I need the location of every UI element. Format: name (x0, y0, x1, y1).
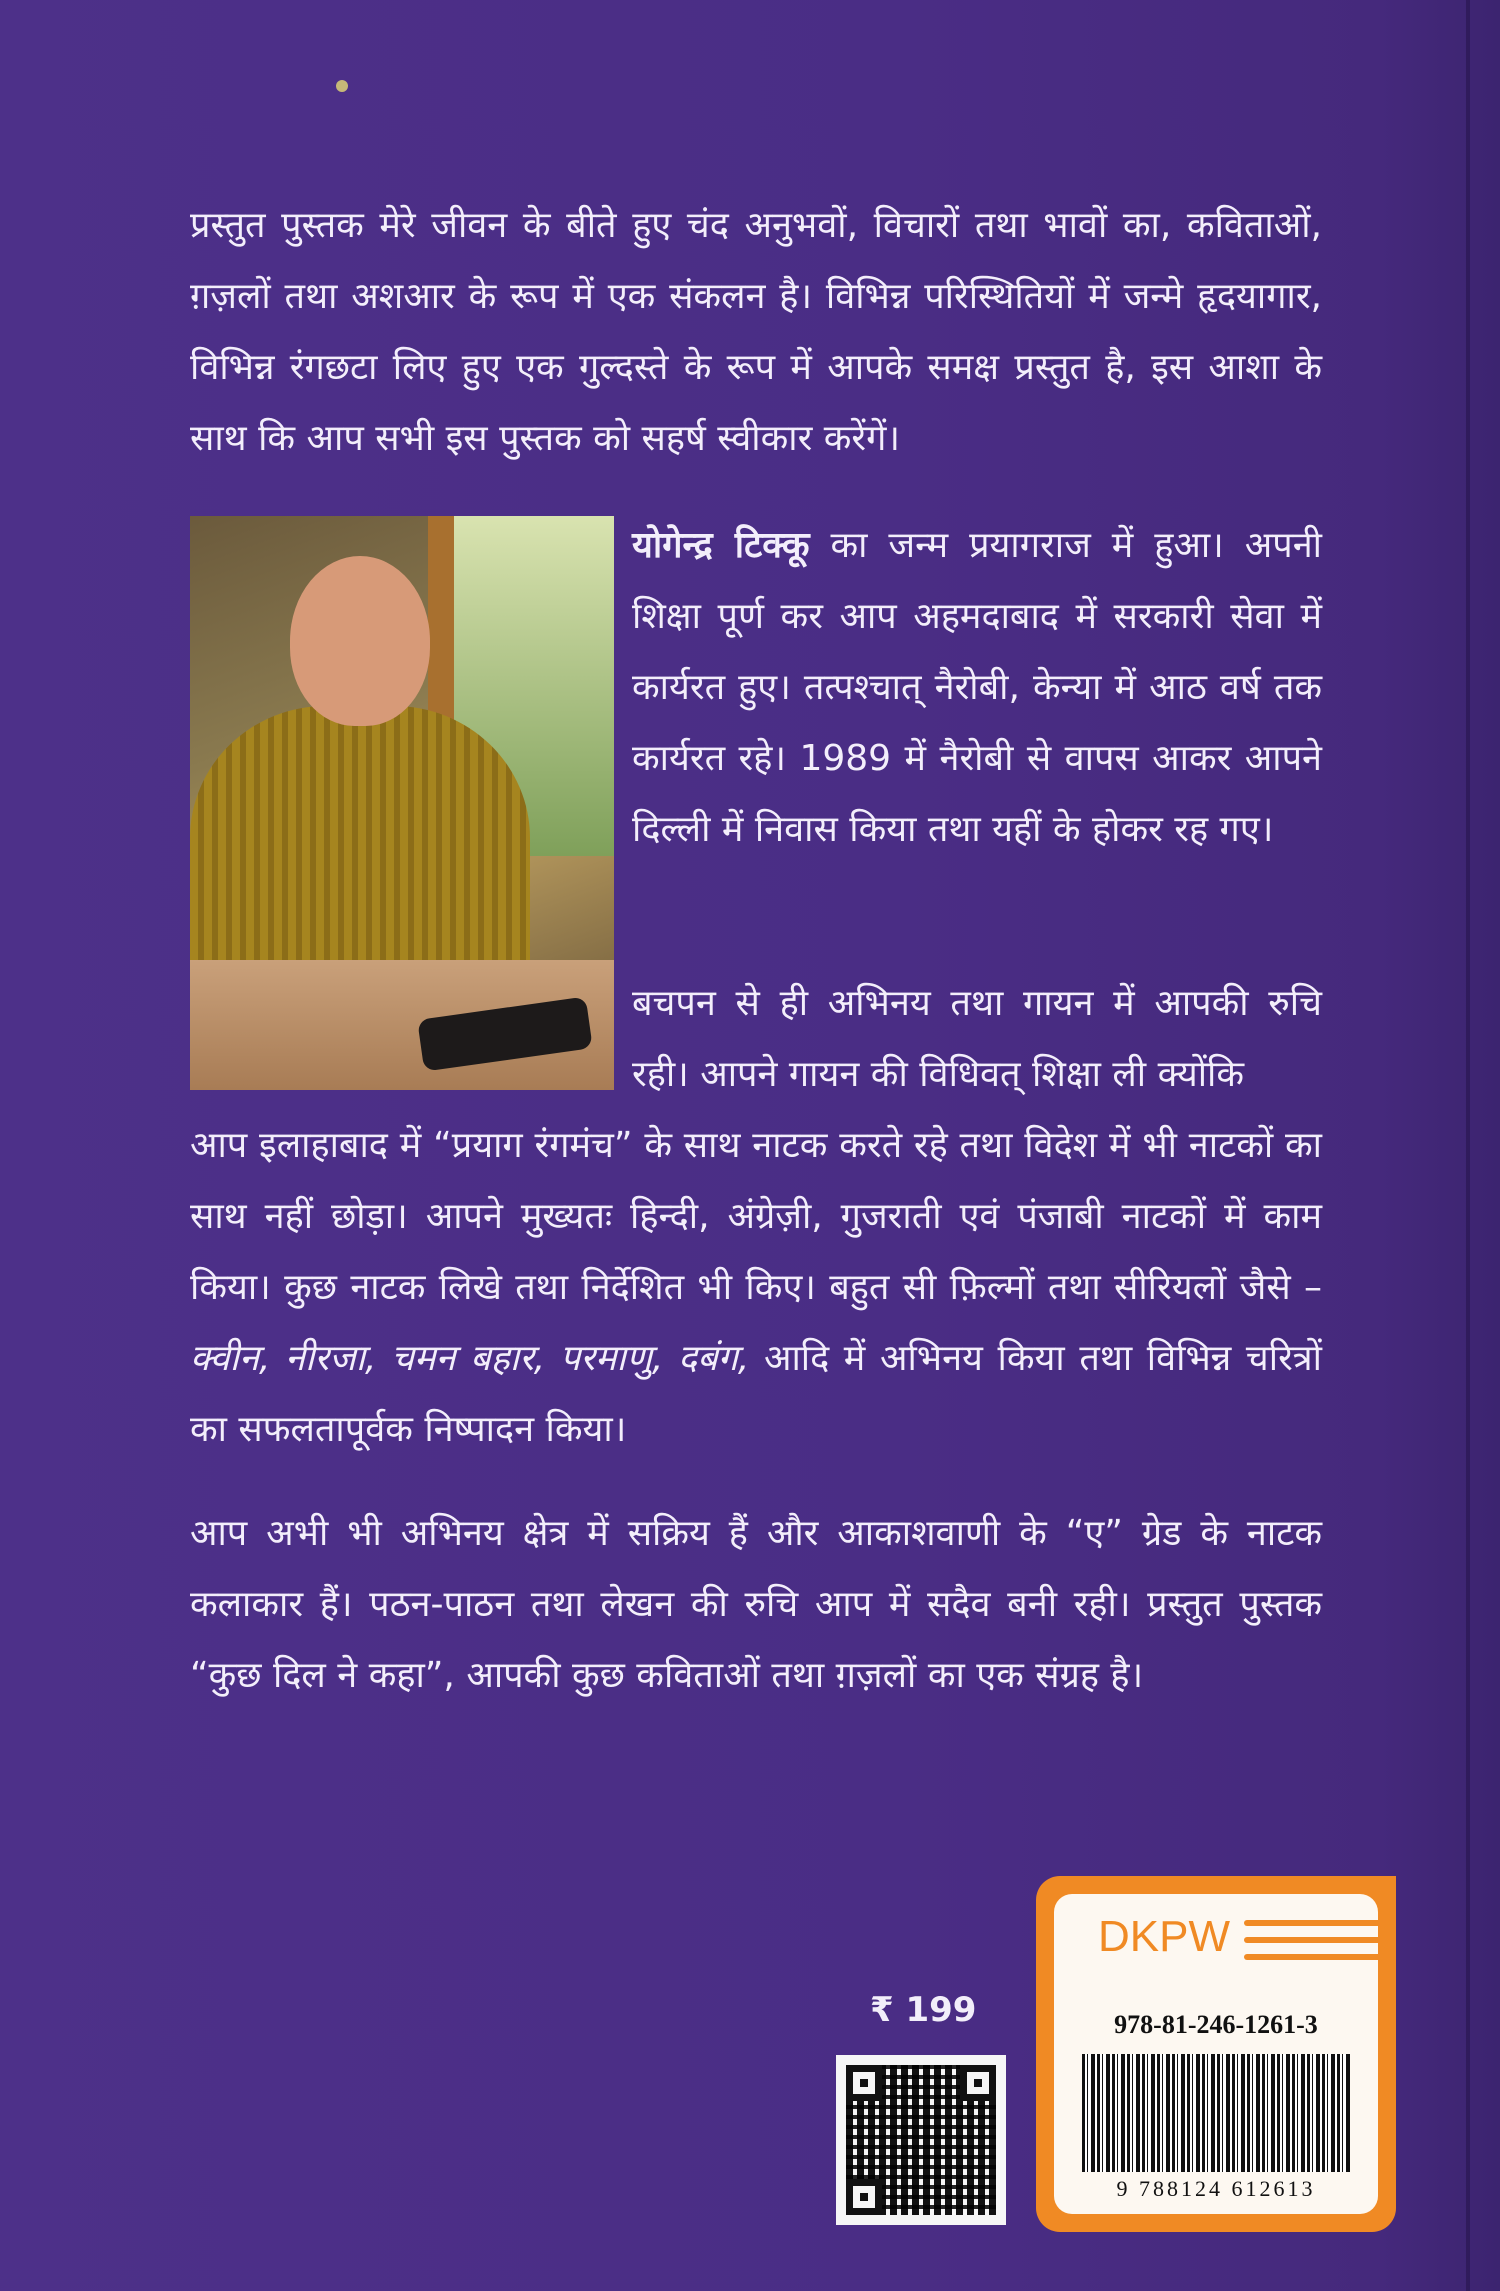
author-bio-intro (632, 510, 1322, 865)
qr-code[interactable] (836, 2055, 1006, 2225)
author-name: योगेन्द्र टिक्कू (632, 525, 810, 566)
author-bio-current: आप अभी भी अभिनय क्षेत्र में सक्रिय हैं और आकाशवाणी के “ए” ग्रेड के नाटक कलाकार हैं। पठन-पाठन तथा लेखन की रुचि आप में सदैव बनी रही। प्रस्तुत पुस्तक “कुछ दिल ने कहा”, आपकी कुछ कविताओं तथा ग़ज़लों का एक संग्रह है। (190, 1513, 1322, 1696)
author-bio-part1: का जन्म प्रयागराज में हुआ। अपनी शिक्षा पूर्ण कर आप अहमदाबाद में सरकारी सेवा में कार्यरत हुए। तत्पश्चात् नैरोबी, केन्या में आठ वर्ष तक कार्यरत रहे। 1989 में नैरोबी से वापस आकर आपने दिल्ली में निवास किया तथा यहीं के होकर रह गए। (632, 525, 1323, 850)
book-lines-icon (1244, 1920, 1384, 1971)
author-bio-theatre (190, 1110, 1322, 1465)
author-bio-part2c: आदि में अभिनय किया तथा विभिन्न चरित्रों का सफलतापूर्वक निष्पादन किया। (190, 1338, 1322, 1450)
publisher-name: DKPW (1098, 1912, 1230, 1961)
decorative-dot (336, 80, 348, 92)
author-photo (190, 516, 614, 1090)
barcode-number: 9 788124 612613 (1116, 2176, 1316, 2201)
author-works: क्वीन, नीरजा, चमन बहार, परमाणु, दबंग, (190, 1338, 750, 1379)
author-bio-part2b: आप इलाहाबाद में “प्रयाग रंगमंच” के साथ नाटक करते रहे तथा विदेश में भी नाटकों का साथ नहीं छोड़ा। आपने मुख्यतः हिन्दी, अंग्रेज़ी, गुजराती एवं पंजाबी नाटकों में काम किया। कुछ नाटक लिखे तथा निर्देशित भी किए। बहुत सी फ़िल्मों तथा सीरियलों जैसे – (190, 1125, 1322, 1308)
publisher-logo (1054, 1894, 1378, 1988)
isbn-label: 978-81-246-1261-3 (1114, 2010, 1318, 2039)
price-label: ₹ 199 (870, 1990, 977, 2030)
barcode (1082, 2054, 1350, 2172)
publisher-barcode-panel (1036, 1876, 1396, 2232)
author-bio-hobbies-start: बचपन से ही अभिनय तथा गायन में आपकी रुचि रही। आपने गायन की विधिवत् शिक्षा ली क्योंकि (632, 983, 1322, 1095)
spine-edge (1466, 0, 1470, 2291)
intro-paragraph: प्रस्तुत पुस्तक मेरे जीवन के बीते हुए चंद अनुभवों, विचारों तथा भावों का, कविताओं, ग़ज़लों तथा अशआर के रूप में एक संकलन है। विभिन्न परिस्थितियों में जन्मे हृदयागार, विभिन्न रंगछटा लिए हुए एक गुल्दस्ते के रूप में आपके समक्ष प्रस्तुत है, इस आशा के साथ कि आप सभी इस पुस्तक को सहर्ष स्वीकार करेंगें। (190, 205, 1322, 459)
